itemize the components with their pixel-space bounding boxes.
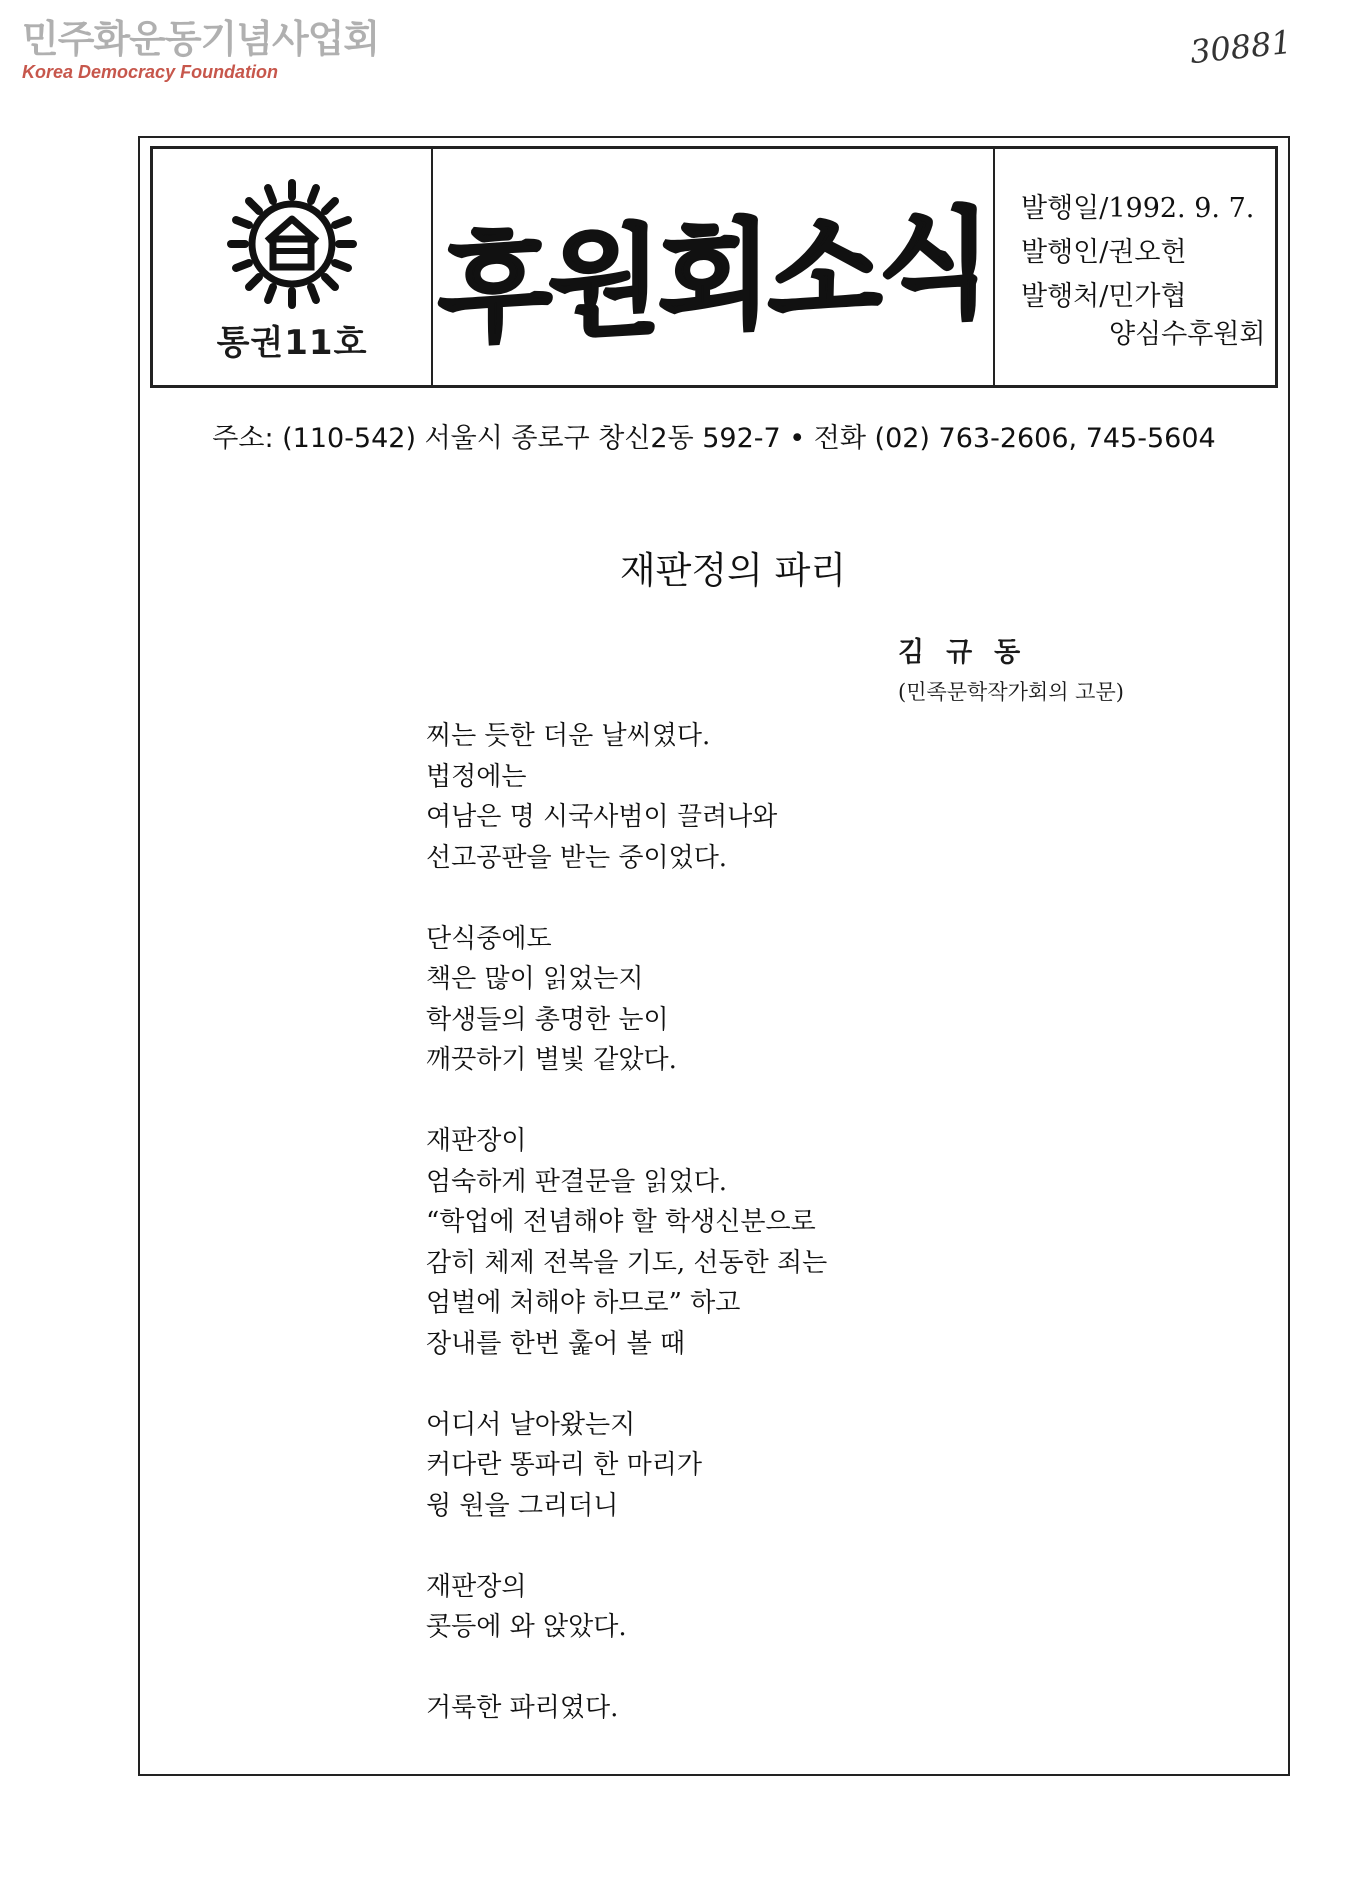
poem-author: 김규동: [898, 637, 1043, 668]
poem-author-role: (민족문학작가회의 고문): [898, 680, 1124, 704]
poem-line: 장내를 한번 훑어 볼 때: [426, 1328, 686, 1359]
publisher: 발행인/권오헌: [1021, 237, 1187, 268]
poem-line: 엄벌에 처해야 하므로” 하고: [426, 1288, 741, 1318]
poem-line: 윙 원을 그리더니: [426, 1490, 619, 1521]
address-line: 주소: (110-542) 서울시 종로구 창신2동 592-7 • 전화 (02) 763-2606, 745-5604: [212, 423, 1216, 454]
poem-line: 책은 많이 읽었는지: [426, 964, 644, 994]
poem-stanza: [426, 1567, 827, 1648]
archive-name-ko: 민주화운동기념사업회: [22, 17, 380, 61]
poem-stanza: [426, 1405, 827, 1527]
sun-house-emblem-icon: [227, 179, 357, 309]
masthead-info-cell: [995, 149, 1275, 385]
poem-line: 단식중에도: [426, 923, 552, 954]
poem-stanza: [426, 919, 827, 1081]
poem-line: “학업에 전념해야 할 학생신분으로: [426, 1207, 816, 1237]
poem-stanza: [426, 716, 827, 878]
poem-line: 깨끗하기 별빛 같았다.: [426, 1045, 677, 1075]
poem-line: 재판장의: [426, 1571, 527, 1602]
poem-line: 선고공판을 받는 중이었다.: [426, 842, 728, 873]
masthead-title-cell: [433, 149, 995, 385]
archive-name-en: Korea Democracy Foundation: [22, 62, 279, 82]
poem-line: 커다란 똥파리 한 마리가: [426, 1450, 702, 1480]
poem-line: 콧등에 와 앉았다.: [426, 1612, 627, 1642]
issuer: 발행처/민가협: [1021, 281, 1187, 312]
poem-body: [426, 716, 827, 1729]
masthead-emblem-cell: [153, 149, 433, 385]
poem-title: 재판정의 파리: [619, 549, 847, 592]
issue-number: 통권11호: [216, 323, 368, 363]
issue-date: 발행일/1992. 9. 7.: [1021, 193, 1255, 224]
archive-logo: [22, 18, 379, 83]
poem-line: 학생들의 총명한 눈이: [426, 1004, 669, 1035]
poem-line: 어디서 날아왔는지: [426, 1409, 636, 1440]
poem-stanza: [426, 1121, 827, 1364]
issuer-continued: 양심수후원회: [1109, 319, 1266, 350]
poem-line: 여남은 명 시국사범이 끌려나와: [426, 802, 778, 832]
masthead: [150, 146, 1278, 388]
newsletter-title: 후원회소식: [438, 193, 988, 361]
poem-line: 감히 체제 전복을 기도, 선동한 죄는: [426, 1247, 828, 1278]
poem-stanza: [426, 1688, 827, 1729]
poem-line: 재판장이: [426, 1126, 527, 1156]
poem-line: 거룩한 파리였다.: [426, 1693, 619, 1723]
newsletter-frame: [138, 136, 1290, 1776]
poem-line: 찌는 듯한 더운 날씨였다.: [426, 721, 711, 751]
poem-line: 법정에는: [426, 761, 527, 792]
poem-line: 엄숙하게 판결문을 읽었다.: [426, 1166, 728, 1197]
handwritten-document-id: 30881: [1188, 22, 1294, 72]
